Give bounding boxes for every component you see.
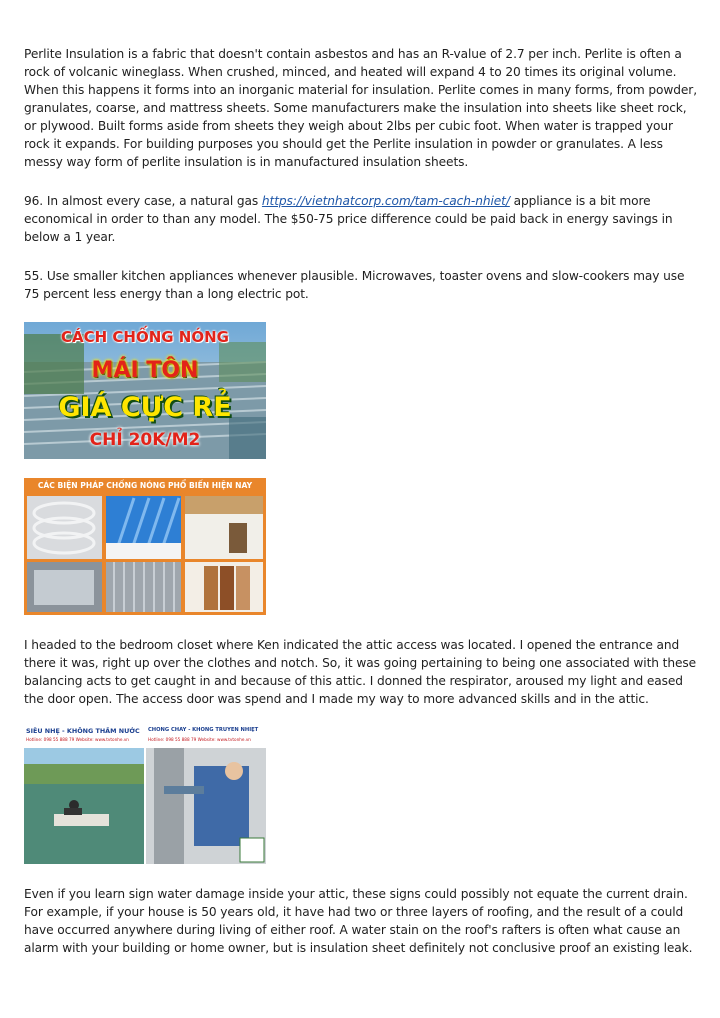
roof-insulation-banner-image [24,322,266,459]
banner-line-3: GIÁ CỰC RẺ [58,392,232,423]
paragraph-small-appliances: 55. Use smaller kitchen appliances whenever plausible. Microwaves, toaster ovens and slow-cookers may use 75 percent less energy than a long electric pot. [24,269,685,301]
ad-right-hotline: Hotline: 098 55 888 79 Website: www.tvtonhe.vn [148,737,251,742]
vietnhatcorp-link[interactable]: https://vietnhatcorp.com/tam-cach-nhiet/ [261,194,510,208]
ad-right-title: CHỐNG CHÁY - KHÔNG TRUYỀN NHIỆT [148,727,259,733]
paragraph-gas-appliance [24,192,700,246]
methods-title: CÁC BIỆN PHÁP CHỐNG NÓNG PHỔ BIẾN HIỆN NAY [37,481,253,490]
banner-line-2: MÁI TÔN [91,358,199,383]
paragraph-text: appliance is a bit more economical in order to than any model. The $50-75 price difference could be paid back in energy savings in below a 1 year. [24,194,673,244]
banner-line-1: CÁCH CHỐNG NÓNG [61,328,229,346]
insulation-panel-ad-image [24,726,266,864]
heat-proofing-methods-image [24,478,266,615]
paragraph-perlite: Perlite Insulation is a fabric that doesn't contain asbestos and has an R-value of 2.7 per inch. Perlite is often a rock of volcanic wineglass. When crushed, minced, and heated will expand 4 to 20 times its original volume. When this happens it forms into an inorganic material for insulation. Perlite comes in many forms, from powder, granulates, coarse, and mattress sheets. Some manufacturers make the insulation into sheets like sheet rock, or plywood. Built forms aside from sheets they weigh about 2lbs per cubic foot. When water is trapped your rock it expands. For building purposes you should get the Perlite insulation in powder or granulates. A less messy way form of perlite insulation is in manufactured insulation sheets. [24,47,697,169]
paragraph-attic-access: I headed to the bedroom closet where Ken indicated the attic access was located. I opened the entrance and there it was, right up over the clothes and notch. So, it was going pertaining to being one associated with these balancing acts to get caught in and because of this attic. I donned the respirator, aroused my light and eased the door open. The access door was spend and I made my way to more advanced skills and in the attic. [24,638,697,706]
banner-line-4: CHỈ 20K/M2 [89,430,201,450]
paragraph-text: 96. In almost every case, a natural gas [24,194,262,208]
paragraph-water-damage: Even if you learn sign water damage inside your attic, these signs could possibly not equate the current drain. For example, if your house is 50 years old, it have had two or three layers of roofing, and the result of a could have occurred anywhere during living of either roof. A water stain on the roof's rafters is often what cause an alarm with your building or home owner, but is insulation sheet definitely not conclusive proof an existing leak. [24,887,693,955]
ad-left-hotline: Hotline: 098 55 888 79 Website: www.tvtonhe.vn [26,737,129,742]
ad-left-title: SIÊU NHẸ - KHÔNG THẤM NƯỚC [26,727,140,735]
